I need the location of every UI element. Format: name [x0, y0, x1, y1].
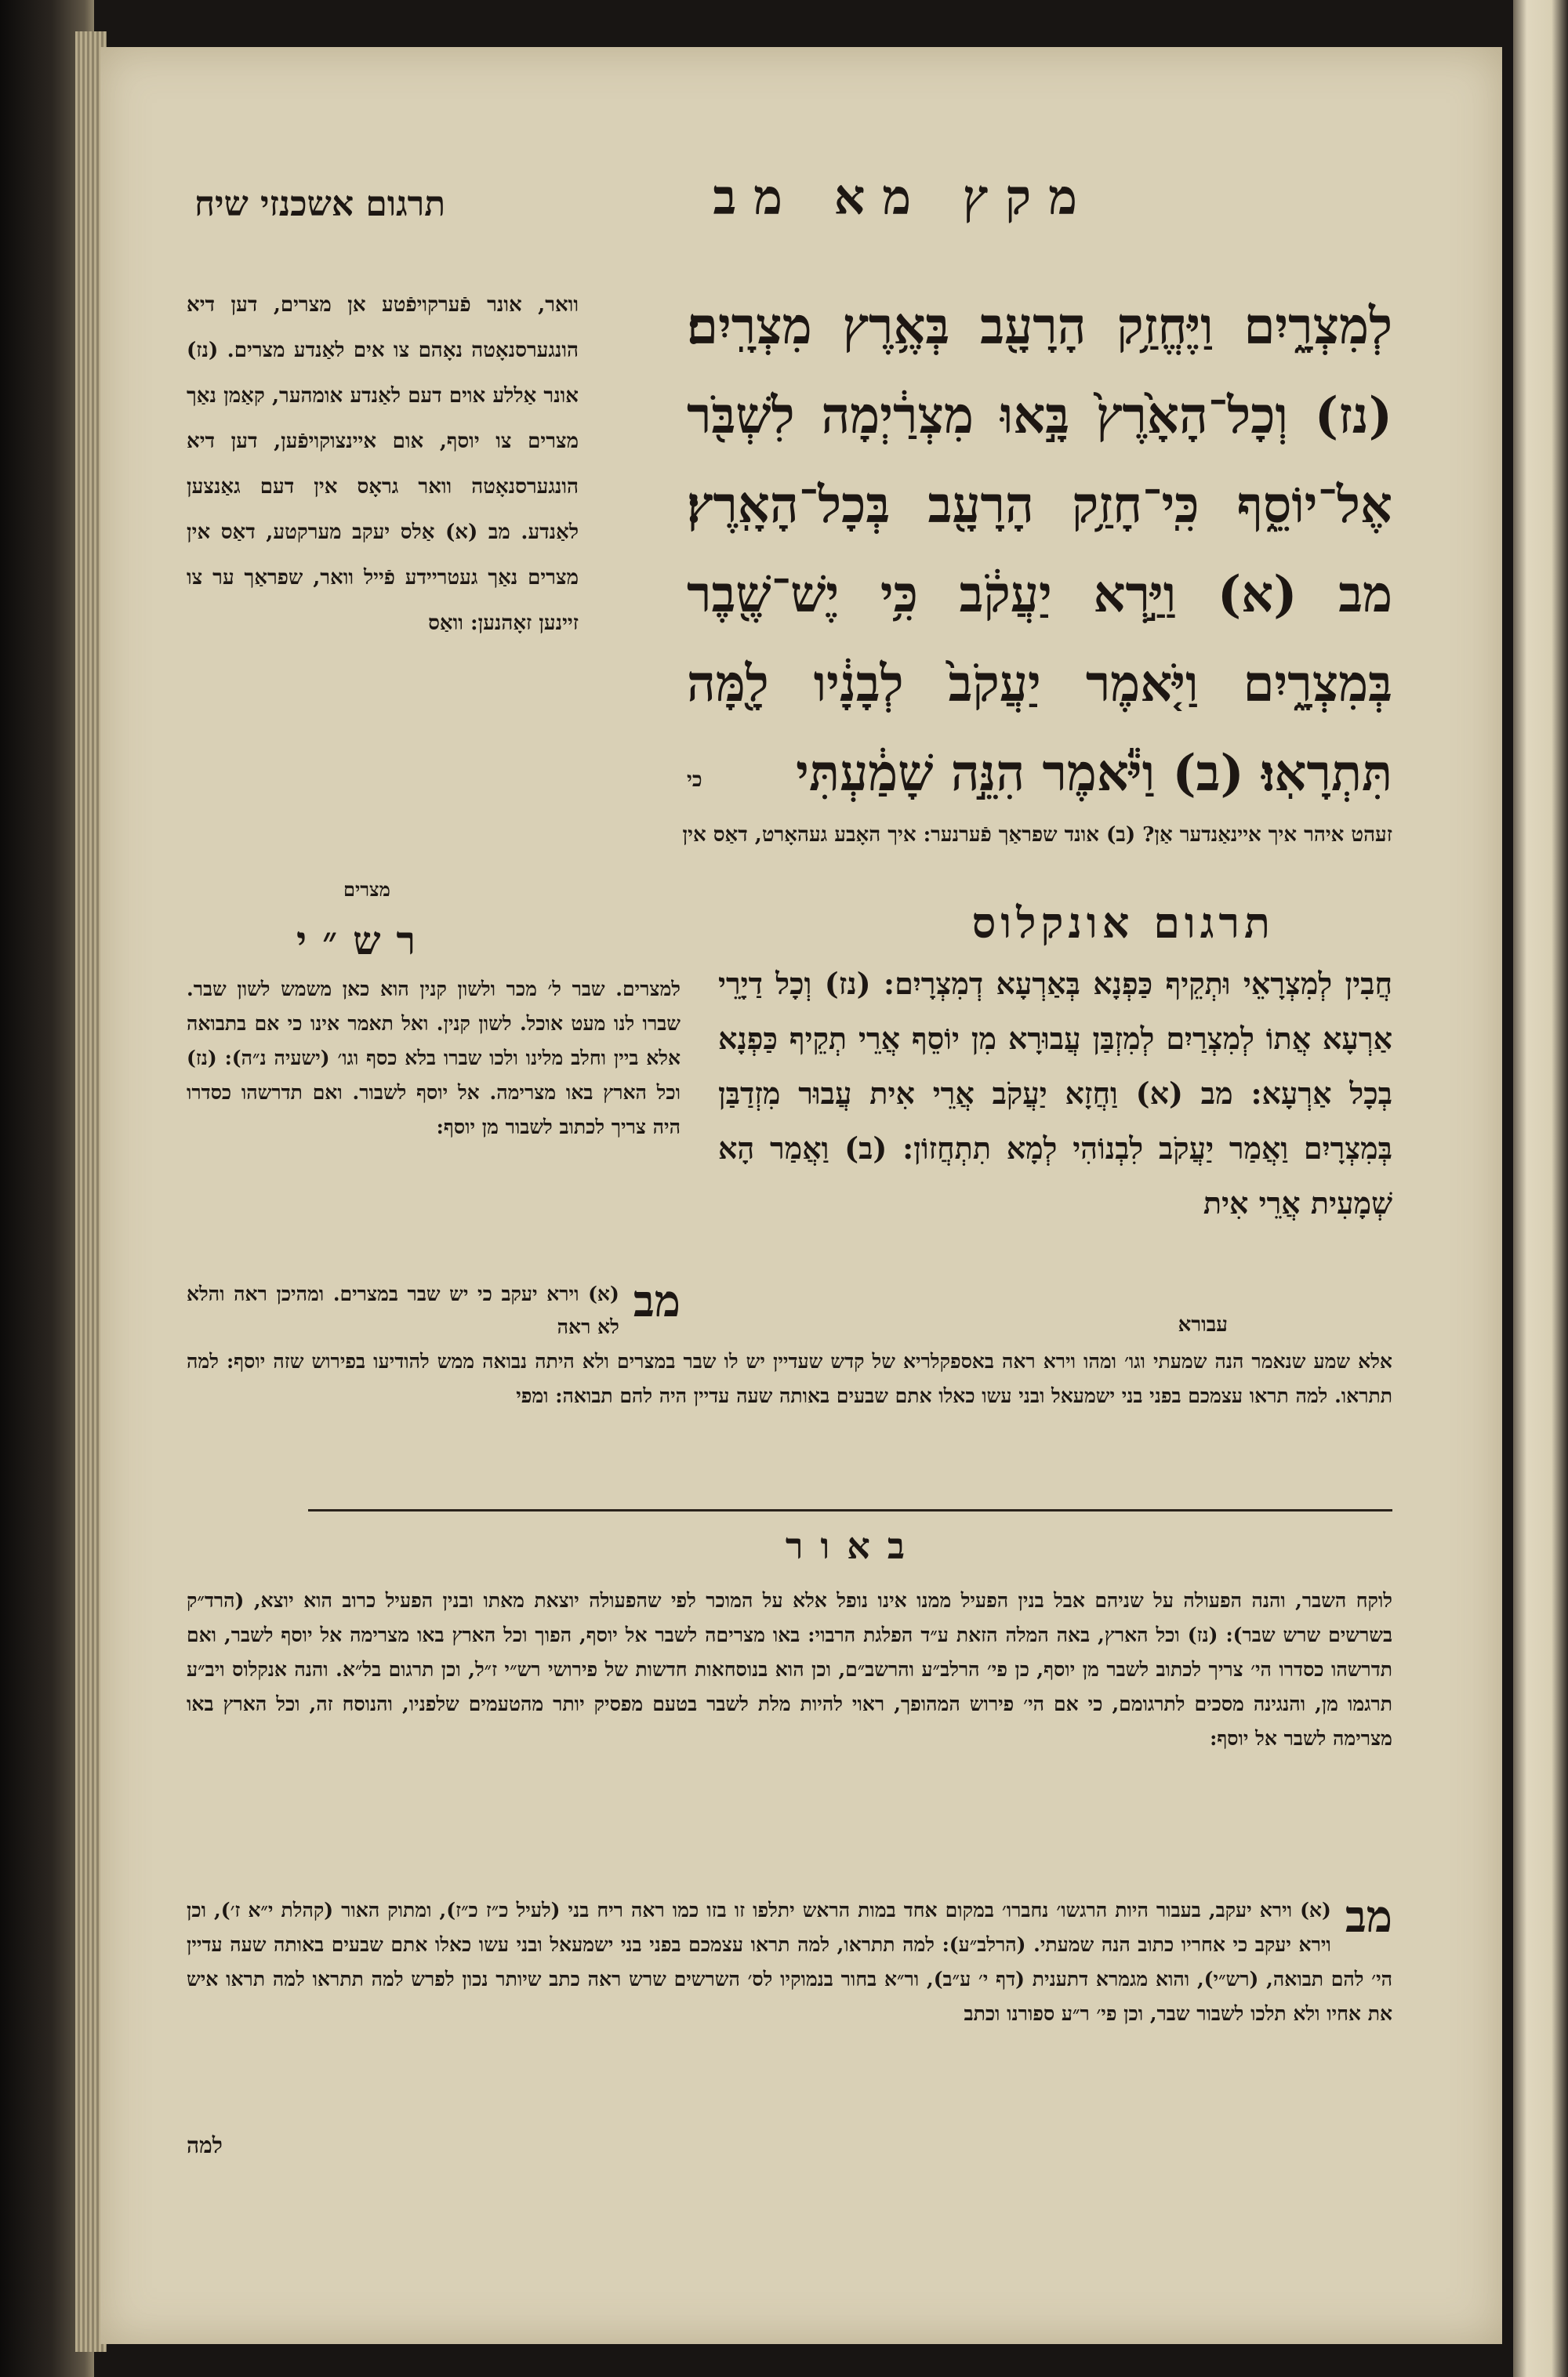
catchword-yiddish: מצרים [343, 878, 390, 901]
book-page [100, 47, 1502, 2344]
page-header: מקץ מא מב [713, 169, 1094, 226]
onkelos-title: תרגום אונקלוס [971, 898, 1275, 948]
biur-commentary: לוקח השבר, והנה הפעולה על שניהם אבל בנין הפעיל ממנו אינו נופל אלא על המוכר לפי שהפעולה יוצאת מאתו ובנין הפעיל כרוב הוא יוצא, (הרד״ק בשרשים שרש שבר): (נז) וכל הארץ, באה המלה הזאת ע״ד הפלגת הרבוי: באו מצריםה לשבר אל יוסף, הפוך וכל הארץ באו מצרימה אל יוסף לשבר, ואם תדרשהו כסדרו הי׳ צריך לכתוב לשבר מן יוסף, כן פי׳ הרלב״ע והרשב״ם, וכן הוא בנוסחאות חדשות של פירושי רש״י ז״ל, וכן תרגום בל״א. והנה אנקלוס ויב״ע תרגמו מן, והנגינה מסכים לתרגומם, כי אם הי׳ פירוש המהופך, ראוי להיות מלת לשבר בטעם מפסיק יותר מהטעמים שלפניו, והנוסח זה, וכל הארץ באו מצרימה לשבר אל יוסף: [187, 1589, 1392, 1750]
rashi-chapter-42-text: (א) וירא יעקב כי יש שבר במצרים. ומהיכן ראה והלא לא ראה [187, 1283, 619, 1338]
rashi-full-width-text: אלא שמע שנאמר הנה שמעתי וגו׳ ומהו וירא ראה באספקלריא של קדש שעדיין יש לו שבר במצרים ולא היתה נבואה ממש להודיעו בפירוש שזה יוסף: למה תתראו. למה תראו עצמכם בפני בני ישמעאל ובני עשו כאלו אתם שבעים באותה שעה עדיין היה להם תבואה: ומפי [187, 1350, 1392, 1407]
main-verse-text: לְמִצְרָ֑יִם וַיֶּחֱזַ֥ק הָרָעָ֖ב בְּאֶ֥רֶץ מִצְרָֽיִם׃ (נז) וְכָל־הָאָ֙רֶץ֙ בָּ֣אוּ מִצְרַ֔יְמָה לִשְׁבֹּ֖ר אֶל־יוֹסֵ֑ף כִּֽי־חָזַ֥ק הָרָעָ֖ב בְּכָל־הָאָֽרֶץ׃ מב (א) וַיַּ֣רְא יַעֲקֹ֔ב כִּ֥י יֶשׁ־שֶׁ֖בֶר בְּמִצְרָ֑יִם וַיֹּ֤אמֶר יַעֲקֹב֙ לְבָנָ֔יו לָ֖מָּה תִּתְרָאֽוּ׃ (ב) וַיֹּ֕אמֶר הִנֵּ֣ה שָׁמַ֔עְתִּי [687, 297, 1392, 803]
biur-title: באור [785, 1525, 922, 1567]
catchword-biur: למה [187, 2132, 223, 2158]
rashi-title: רש״י [296, 917, 432, 964]
yiddish-translation-column: וואר, אונר פֿערקויפֿטע אן מצרים, דען דיא הונגערסנאָטה נאָהם צו אים לאַנדע מצרים. (נז) אונר אַללע אוים דעם לאַנדע אומהער, קאַמן נאַך מצרים צו יוסף, אום איינצוקויפֿען, דען דיא הונגערסנאָטה וואר גראָס אין דעם גאַנצען לאַנדע. מב (א) אַלס יעקב מערקטע, דאַס אין מצרים נאַך געטריידע פֿייל וואר, שפראַך ער צו זיינען זאָהנען: וואַס [187, 293, 579, 635]
biur-chapter-marker: מב [1345, 1891, 1392, 1943]
rashi-chapter-marker: מב [633, 1276, 681, 1327]
catchword-onkelos: עבורא [1178, 1313, 1228, 1337]
biur-chapter-42 [187, 1893, 1392, 2031]
targum-ashkenazi-title: תרגום אשכנזי שיח [194, 184, 446, 224]
catchword-main: כי [687, 768, 702, 792]
section-divider [308, 1509, 1392, 1511]
onkelos-text: חֲבִין לְמִצְרָאֵי וּתְקֵיף כַּפְנָא בְּאַרְעָא דְמִצְרָיִם: (נז) וְכָל דַיָרֵי אַרְעָא אֲתוֹ לְמִצְרַיִם לְמִזְבַּן עֲבוּרָא מִן יוֹסֵף אֲרֵי תְקֵיף כַּפְנָא בְכָל אַרְעָא: מב (א) וַחֲזָא יַעֲקֹב אֲרֵי אִית עֲבוּר מִזְדַבַּן בְּמִצְרָיִם וַאֲמַר יַעֲקֹב לִבְנוֹהִי לְמָא תִתְחֲזוֹן: (ב) וַאֲמַר הָא שְׁמָעִית אֲרֵי אִית [718, 966, 1392, 1221]
facing-page-edge [1513, 0, 1568, 2377]
biur-chapter-42-text: (א) וירא יעקב, בעבור היות הרגשו׳ נחברו׳ במקום אחד במות הראש יתלפו זו בזו כמו ראה ריח בני (לעיל כ״ז כ״ז), ומתוק האור (קהלת י״א ז׳), וכן וירא יעקב כי אחריו כתוב הנה שמעתי. (הרלב״ע): למה תתראו, למה תראו עצמכם בפני בני ישמעאל ובני עשו כאלו אתם שבעים באותה שעה עדיין הי׳ להם תבואה, (רש״י), והוא מגמרא דתענית (דף י׳ ע״ב), ור״א בחור בנמוקיו לס׳ השרשים שרש ראה כתב שיותר נכון לפרש למה תתראו למה תראו איש את אחיו ולא תלכו לשבור שבר, וכן פי׳ ר״ע ספורנו וכתב [187, 1899, 1392, 2025]
rashi-commentary: למצרים. שבר ל׳ מכר ולשון קנין הוא כאן משמש לשון שבר. שברו לנו מעט אוכל. לשון קנין. ואל תאמר אינו כי אם בתבואה אלא ביין וחלב מלינו ולכו שברו בלא כסף וגו׳ (ישעיה נ״ה): (נז) וכל הארץ באו מצרימה. אל יוסף לשבור. ואם תדרשהו כסדרו היה צריך לכתוב לשבור מן יוסף: [187, 978, 681, 1138]
yiddish-translation-continuation: זעהט איהר איך איינאַנדער אַן? (ב) אונד שפראַך פֿערנער: איך האָבע געהאָרט, דאַס אין [682, 823, 1392, 847]
rashi-chapter-42 [187, 1278, 681, 1344]
